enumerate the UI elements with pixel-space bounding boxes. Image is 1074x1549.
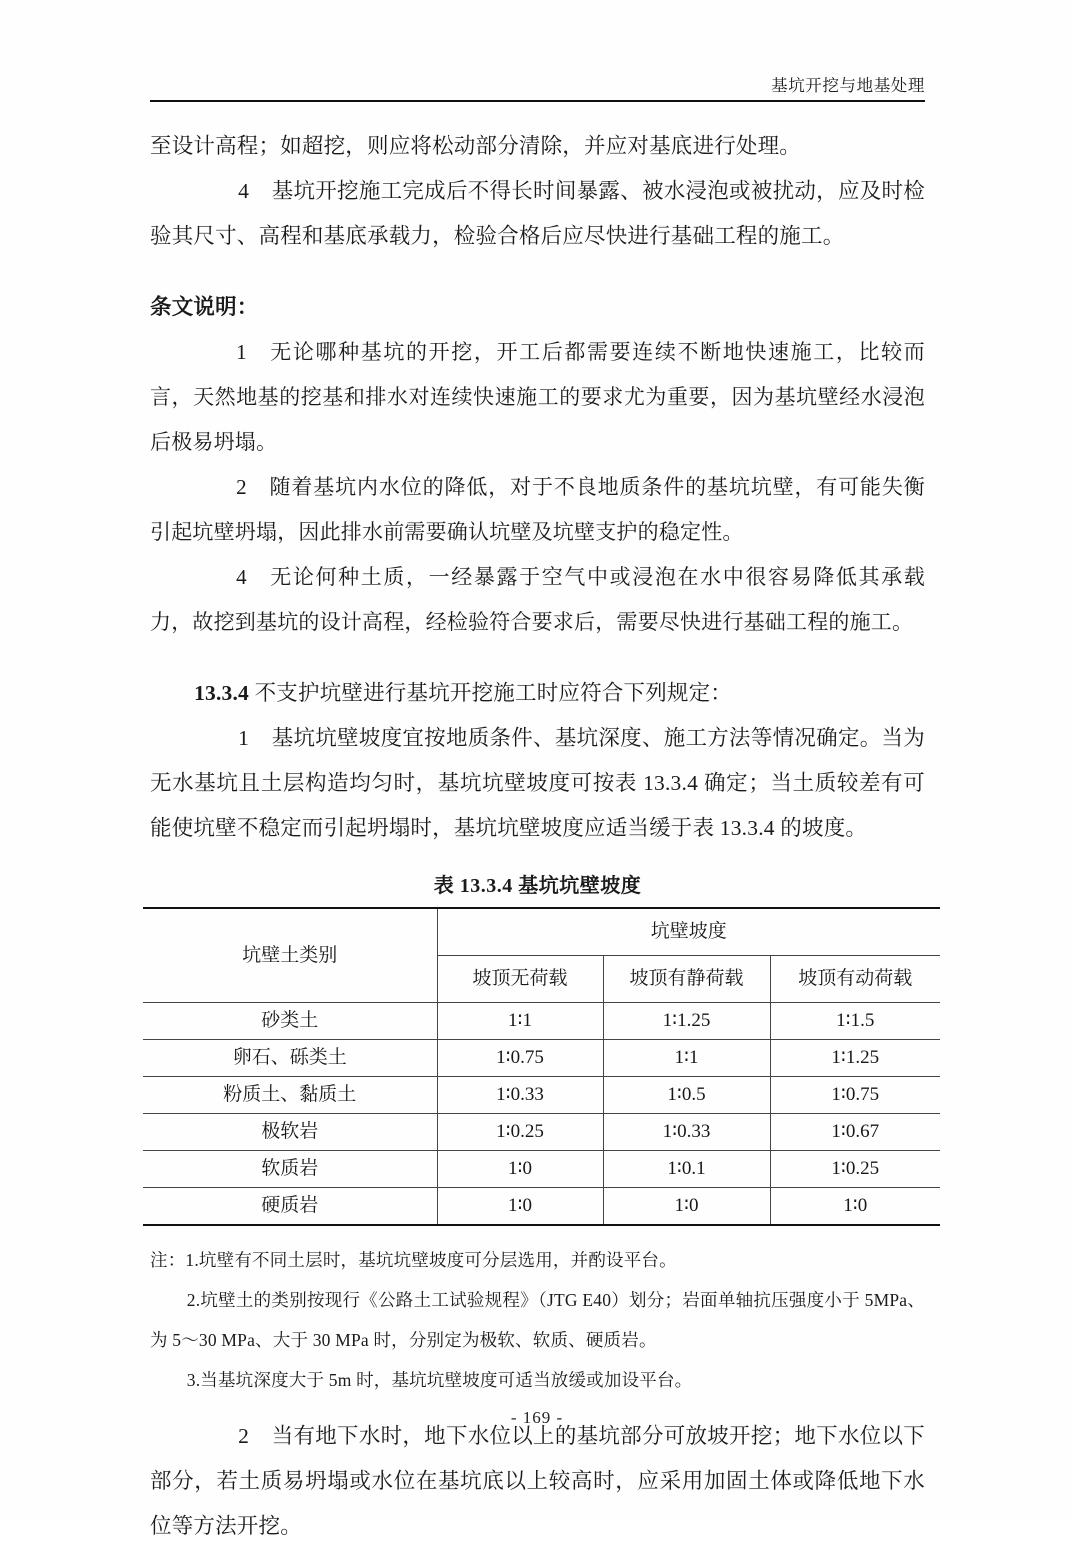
commentary-item-4-text: 无论何种土质，一经暴露于空气中或浸泡在水中很容易降低其承载力，故挖到基坑的设计高程，经检验符合要求后，需要尽快进行基础工程的施工。 <box>150 565 925 634</box>
clause-13-3-4-number: 13.3.4 <box>194 681 250 705</box>
table-cell: 1∶1 <box>603 1040 770 1077</box>
clause-13-3-4-item-2-text: 当有地下水时，地下水位以上的基坑部分可放坡开挖；地下水位以下部分，若土质易坍塌或水位在基坑底以上较高时，应采用加固土体或降低地下水位等方法开挖。 <box>150 1424 925 1538</box>
table-cell: 1∶0.75 <box>770 1077 940 1114</box>
table-row-category: 粉质土、黏质土 <box>143 1077 437 1114</box>
clause-13-3-4-item-1-number: 1 <box>238 726 250 750</box>
paragraph-continued: 至设计高程；如超挖，则应将松动部分清除，并应对基底进行处理。 <box>150 134 802 158</box>
table-row <box>143 1003 940 1040</box>
header-rule <box>150 100 925 102</box>
table-cell: 1∶0.33 <box>437 1077 603 1114</box>
table-cell: 1∶0.75 <box>437 1040 603 1077</box>
table-row <box>143 1077 940 1114</box>
commentary-item-1 <box>150 330 925 465</box>
table-cell: 1∶1.25 <box>603 1003 770 1040</box>
table-cell: 1∶0 <box>437 1151 603 1188</box>
table-cell: 1∶1 <box>437 1003 603 1040</box>
table-header-row-group <box>143 908 940 956</box>
table-cell: 1∶1.5 <box>770 1003 940 1040</box>
table-header-category: 坑壁土类别 <box>143 908 437 1003</box>
table-cell: 1∶0.67 <box>770 1114 940 1151</box>
table-cell: 1∶0.25 <box>437 1114 603 1151</box>
table-cell: 1∶0 <box>770 1188 940 1226</box>
clause-13-3-4-item-1 <box>150 716 925 851</box>
commentary-heading: 条文说明： <box>150 295 259 319</box>
table-cell: 1∶0 <box>437 1188 603 1226</box>
commentary-item-4 <box>150 555 925 645</box>
table-row-category: 硬质岩 <box>143 1188 437 1226</box>
table-row-category: 卵石、砾类土 <box>143 1040 437 1077</box>
clause-13-3-4-title: 不支护坑壁进行基坑开挖施工时应符合下列规定： <box>254 681 732 705</box>
commentary-item-1-number: 1 <box>236 340 247 364</box>
clause-item-4-number: 4 <box>238 179 250 203</box>
table-row <box>143 1114 940 1151</box>
table-row <box>143 1151 940 1188</box>
page-footer: - 169 - <box>510 1408 564 1427</box>
clause-13-3-4-item-2 <box>150 1414 925 1549</box>
table-row-category: 软质岩 <box>143 1151 437 1188</box>
table-cell: 1∶0.25 <box>770 1151 940 1188</box>
table-cell: 1∶0.33 <box>603 1114 770 1151</box>
clause-13-3-4-item-1-text: 基坑坑壁坡度宜按地质条件、基坑深度、施工方法等情况确定。当为无水基坑且土层构造均匀时，基坑坑壁坡度可按表 13.3.4 确定；当土质较差有可能使坑壁不稳定而引起坍塌时，基坑坑壁坡度应适当缓于表 13.3.4 的坡度。 <box>150 726 925 840</box>
table-cell: 1∶0 <box>603 1188 770 1226</box>
table-subheader-1: 坡顶有静荷载 <box>603 956 770 1003</box>
table-caption: 表 13.3.4 基坑坑壁坡度 <box>433 875 642 897</box>
table-subheader-0: 坡顶无荷载 <box>437 956 603 1003</box>
commentary-item-4-number: 4 <box>236 565 247 589</box>
table-note-3: 3.当基坑深度大于 5m 时，基坑坑壁坡度可适当放缓或加设平台。 <box>186 1370 693 1390</box>
clause-13-3-4-heading <box>150 671 925 716</box>
table-note-2: 2.坑壁土的类别按现行《公路土工试验规程》（JTG E40）划分；岩面单轴抗压强度小于 5MPa、为 5～30 MPa、大于 30 MPa 时，分别定为极软、软质、硬质岩。 <box>150 1290 925 1350</box>
table-row <box>143 1040 940 1077</box>
table-subheader-2: 坡顶有动荷载 <box>770 956 940 1003</box>
table-cell: 1∶0.5 <box>603 1077 770 1114</box>
commentary-item-1-text: 无论哪种基坑的开挖，开工后都需要连续不断地快速施工，比较而言，天然地基的挖基和排水对连续快速施工的要求尤为重要，因为基坑壁经水浸泡后极易坍塌。 <box>150 340 925 454</box>
table-header-group: 坑壁坡度 <box>437 908 940 956</box>
commentary-item-2-number: 2 <box>236 475 247 499</box>
clause-item-4 <box>150 169 925 259</box>
commentary-item-2-text: 随着基坑内水位的降低，对于不良地质条件的基坑坑壁，有可能失衡引起坑壁坍塌，因此排水前需要确认坑壁及坑壁支护的稳定性。 <box>150 475 925 544</box>
clause-item-4-text: 基坑开挖施工完成后不得长时间暴露、被水浸泡或被扰动，应及时检验其尺寸、高程和基底承载力，检验合格后应尽快进行基础工程的施工。 <box>150 179 925 248</box>
table-note-1: 注：1.坑壁有不同土层时，基坑坑壁坡度可分层选用，并酌设平台。 <box>150 1250 677 1270</box>
table-notes <box>150 1240 925 1400</box>
commentary-item-2 <box>150 465 925 555</box>
table-cell: 1∶0.1 <box>603 1151 770 1188</box>
table-row-category: 极软岩 <box>143 1114 437 1151</box>
running-header: 基坑开挖与地基处理 <box>771 76 925 95</box>
slope-table <box>143 907 940 1226</box>
table-row <box>143 1188 940 1226</box>
table-cell: 1∶1.25 <box>770 1040 940 1077</box>
clause-13-3-4-item-2-number: 2 <box>238 1424 250 1448</box>
page-content <box>150 124 925 1549</box>
table-row-category: 砂类土 <box>143 1003 437 1040</box>
